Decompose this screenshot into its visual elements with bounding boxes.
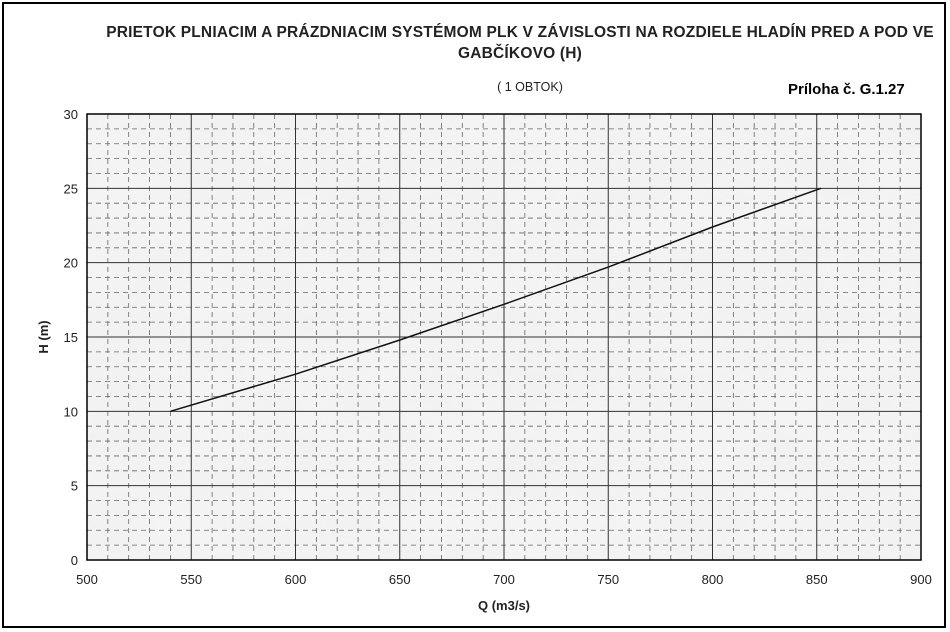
x-axis-title: Q (m3/s) <box>477 598 531 613</box>
x-tick-label: 550 <box>180 572 203 587</box>
x-tick-label: 750 <box>597 572 620 587</box>
chart-title: PRIETOK PLNIACIM A PRÁZDNIACIM SYSTÉMOM PLK V ZÁVISLOSTI NA ROZDIELE HLADÍN PRED A POD VE GABČÍKOVO (H) <box>106 24 934 62</box>
y-tick-label: 5 <box>70 478 78 494</box>
y-tick-label: 30 <box>63 107 78 122</box>
y-tick-label: 25 <box>63 181 78 197</box>
y-tick-label: 15 <box>63 330 78 345</box>
x-tick-labels <box>76 572 932 587</box>
x-tick-label: 850 <box>805 572 828 587</box>
y-axis-title: H (m) <box>36 320 51 354</box>
y-tick-label: 20 <box>63 255 78 271</box>
chart-subtitle: ( 1 OBTOK) <box>497 80 563 94</box>
x-tick-label: 650 <box>388 572 411 587</box>
x-tick-label: 600 <box>284 572 307 587</box>
x-tick-label: 700 <box>493 572 515 587</box>
x-tick-label: 500 <box>76 572 98 587</box>
annex-label: Príloha č. G.1.27 <box>788 81 905 98</box>
y-tick-label: 10 <box>63 404 78 420</box>
y-tick-label: 0 <box>70 553 78 568</box>
y-tick-labels <box>64 107 78 568</box>
x-tick-label: 800 <box>701 572 724 587</box>
x-tick-label: 900 <box>910 572 932 587</box>
